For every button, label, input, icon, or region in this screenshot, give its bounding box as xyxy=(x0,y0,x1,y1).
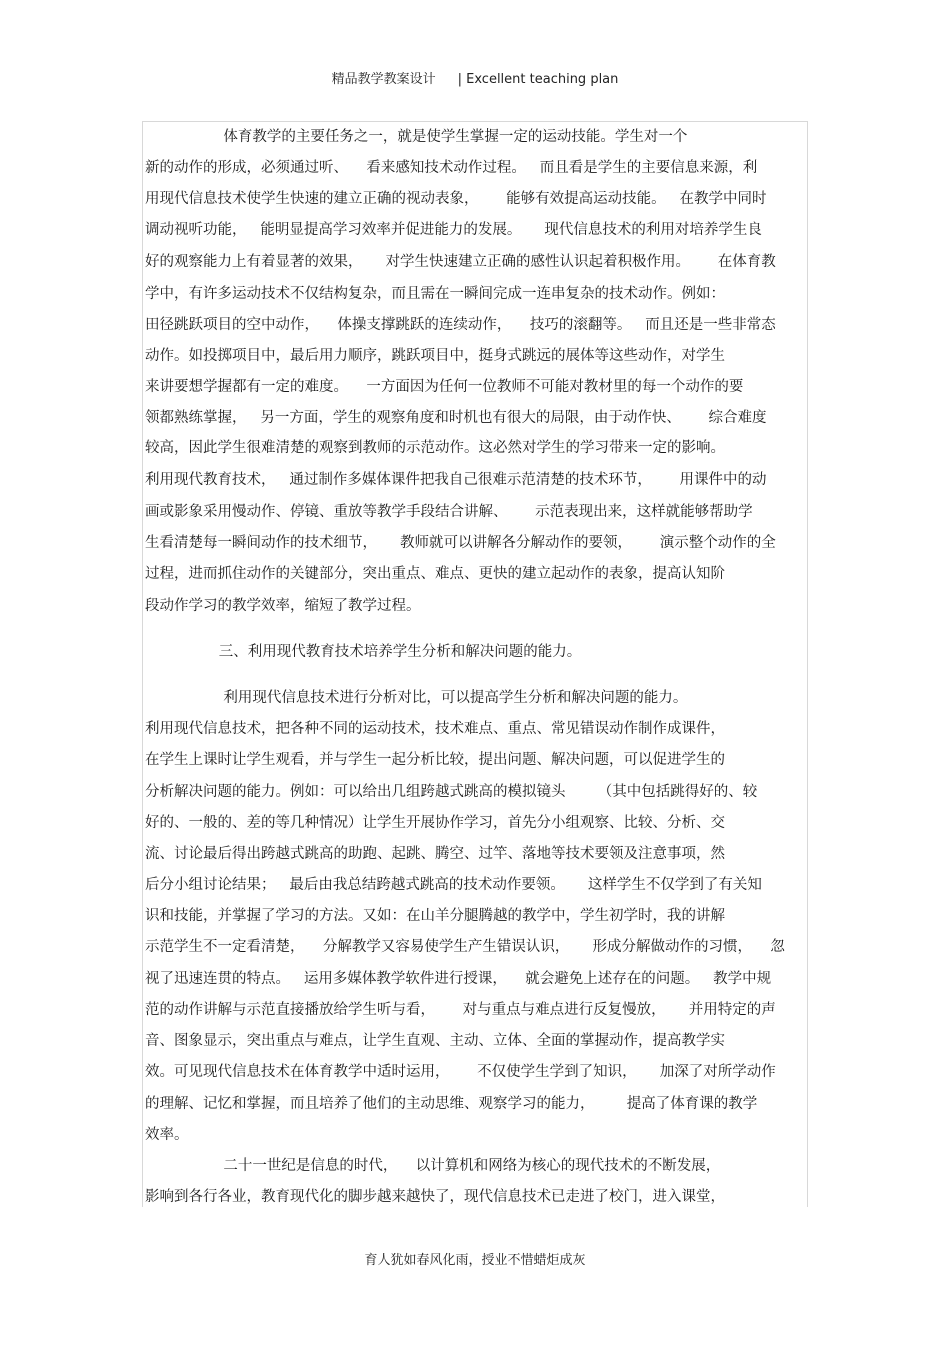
body-line: 利用现代信息技术，把各种不同的运动技术，技术难点、重点、常见错误动作制作成课件， xyxy=(145,721,725,737)
body-line: 示范学生不一定看清楚， 分解教学又容易使学生产生错误认识， 形成分解做动作的习惯， 忽 xyxy=(145,939,785,955)
body-line: 识和技能，并掌握了学习的方法。又如：在山羊分腿腾越的教学中，学生初学时，我的讲解 xyxy=(145,908,725,924)
header-title-cn: 精品教学教案设计 xyxy=(331,72,436,87)
body-line: 生看清楚每一瞬间动作的技术细节， 教师就可以讲解各分解动作的要领， 演示整个动作的全 xyxy=(145,535,776,551)
body-line: 分析解决问题的能力。例如：可以给出几组跨越式跳高的模拟镜头 （其中包括跳得好的、较 xyxy=(145,784,758,800)
body-line: 利用现代信息技术进行分析对比，可以提高学生分析和解决问题的能力。 xyxy=(145,690,688,706)
body-line: 好的、一般的、差的等几种情况）让学生开展协作学习，首先分小组观察、比较、分析、交 xyxy=(145,815,725,831)
body-line: 用现代信息技术使学生快速的建立正确的视动表象， 能够有效提高运动技能。 在教学中同时 xyxy=(145,191,767,207)
body-line: 效率。 xyxy=(145,1127,189,1143)
body-line: 音、图象显示，突出重点与难点，让学生直观、主动、立体、全面的掌握动作，提高教学实 xyxy=(145,1033,725,1049)
body-line: 画或影象采用慢动作、停镜、重放等教学手段结合讲解、 示范表现出来，这样就能够帮助学 xyxy=(145,504,753,520)
body-line: 新的动作的形成，必须通过听、 看来感知技术动作过程。 而且看是学生的主要信息来源，利 xyxy=(145,160,758,176)
body-line: 效。可见现代信息技术在体育教学中适时运用， 不仅使学生学到了知识， 加深了对所学动作 xyxy=(145,1064,776,1080)
body-line: 来讲要想学握都有一定的难度。 一方面因为任何一位教师不可能对教材里的每一个动作的要 xyxy=(145,379,744,395)
body-line: 后分小组讨论结果； 最后由我总结跨越式跳高的技术动作要领。 这样学生不仅学到了有关知 xyxy=(145,877,762,893)
body-line: 二十一世纪是信息的时代， 以计算机和网络为核心的现代技术的不断发展， xyxy=(145,1158,721,1174)
body-line: 范的动作讲解与示范直接播放给学生听与看， 对与重点与难点进行反复慢放， 并用特定的声 xyxy=(145,1002,776,1018)
body-line: 过程，进而抓住动作的关键部分，突出重点、难点、更快的建立起动作的表象，提高认知阶 xyxy=(145,566,725,582)
header-title-en: | Excellent teaching plan xyxy=(457,72,619,87)
body-line: 三、利用现代教育技术培养学生分析和解决问题的能力。 xyxy=(145,644,582,660)
body-line: 影响到各行各业，教育现代化的脚步越来越快了，现代信息技术已走进了校门，进入课堂， xyxy=(145,1189,725,1205)
page-header xyxy=(0,68,950,87)
body-line: 的理解、记忆和掌握，而且培养了他们的主动思维、观察学习的能力， 提高了体育课的教学 xyxy=(145,1096,758,1112)
body-line: 好的观察能力上有着显著的效果， 对学生快速建立正确的感性认识起着积极作用。 在体育教 xyxy=(145,254,776,270)
body-line: 段动作学习的教学效率，缩短了教学过程。 xyxy=(145,598,421,614)
page-footer: 育人犹如春风化雨，授业不惜蜡炬成灰 xyxy=(364,1253,586,1268)
body-line: 体育教学的主要任务之一，就是使学生掌握一定的运动技能。学生对一个 xyxy=(145,129,688,145)
body-line: 在学生上课时让学生观看，并与学生一起分析比较，提出问题、解决问题，可以促进学生的 xyxy=(145,752,725,768)
body-line: 学中，有许多运动技术不仅结构复杂，而且需在一瞬间完成一连串复杂的技术动作。例如： xyxy=(145,286,725,302)
body-line: 调动视听功能， 能明显提高学习效率并促进能力的发展。 现代信息技术的利用对培养学生良 xyxy=(145,222,762,238)
body-line: 较高，因此学生很难清楚的观察到教师的示范动作。这必然对学生的学习带来一定的影响。 xyxy=(145,440,725,456)
body-line: 领都熟练掌握， 另一方面，学生的观察角度和时机也有很大的局限，由于动作快、 综合难度 xyxy=(145,410,767,426)
body-line: 动作。如投掷项目中，最后用力顺序，跳跃项目中，挺身式跳远的展体等这些动作，对学生 xyxy=(145,348,725,364)
body-line: 流、讨论最后得出跨越式跳高的助跑、起跳、腾空、过竿、落地等技术要领及注意事项，然 xyxy=(145,846,725,862)
body-line: 利用现代教育技术， 通过制作多媒体课件把我自己很难示范清楚的技术环节， 用课件中的动 xyxy=(145,472,767,488)
body-line: 视了迅速连贯的特点。 运用多媒体教学软件进行授课， 就会避免上述存在的问题。 教学中规 xyxy=(145,971,772,987)
body-line: 田径跳跃项目的空中动作， 体操支撑跳跃的连续动作， 技巧的滚翻等。 而且还是一些非常态 xyxy=(145,317,776,333)
